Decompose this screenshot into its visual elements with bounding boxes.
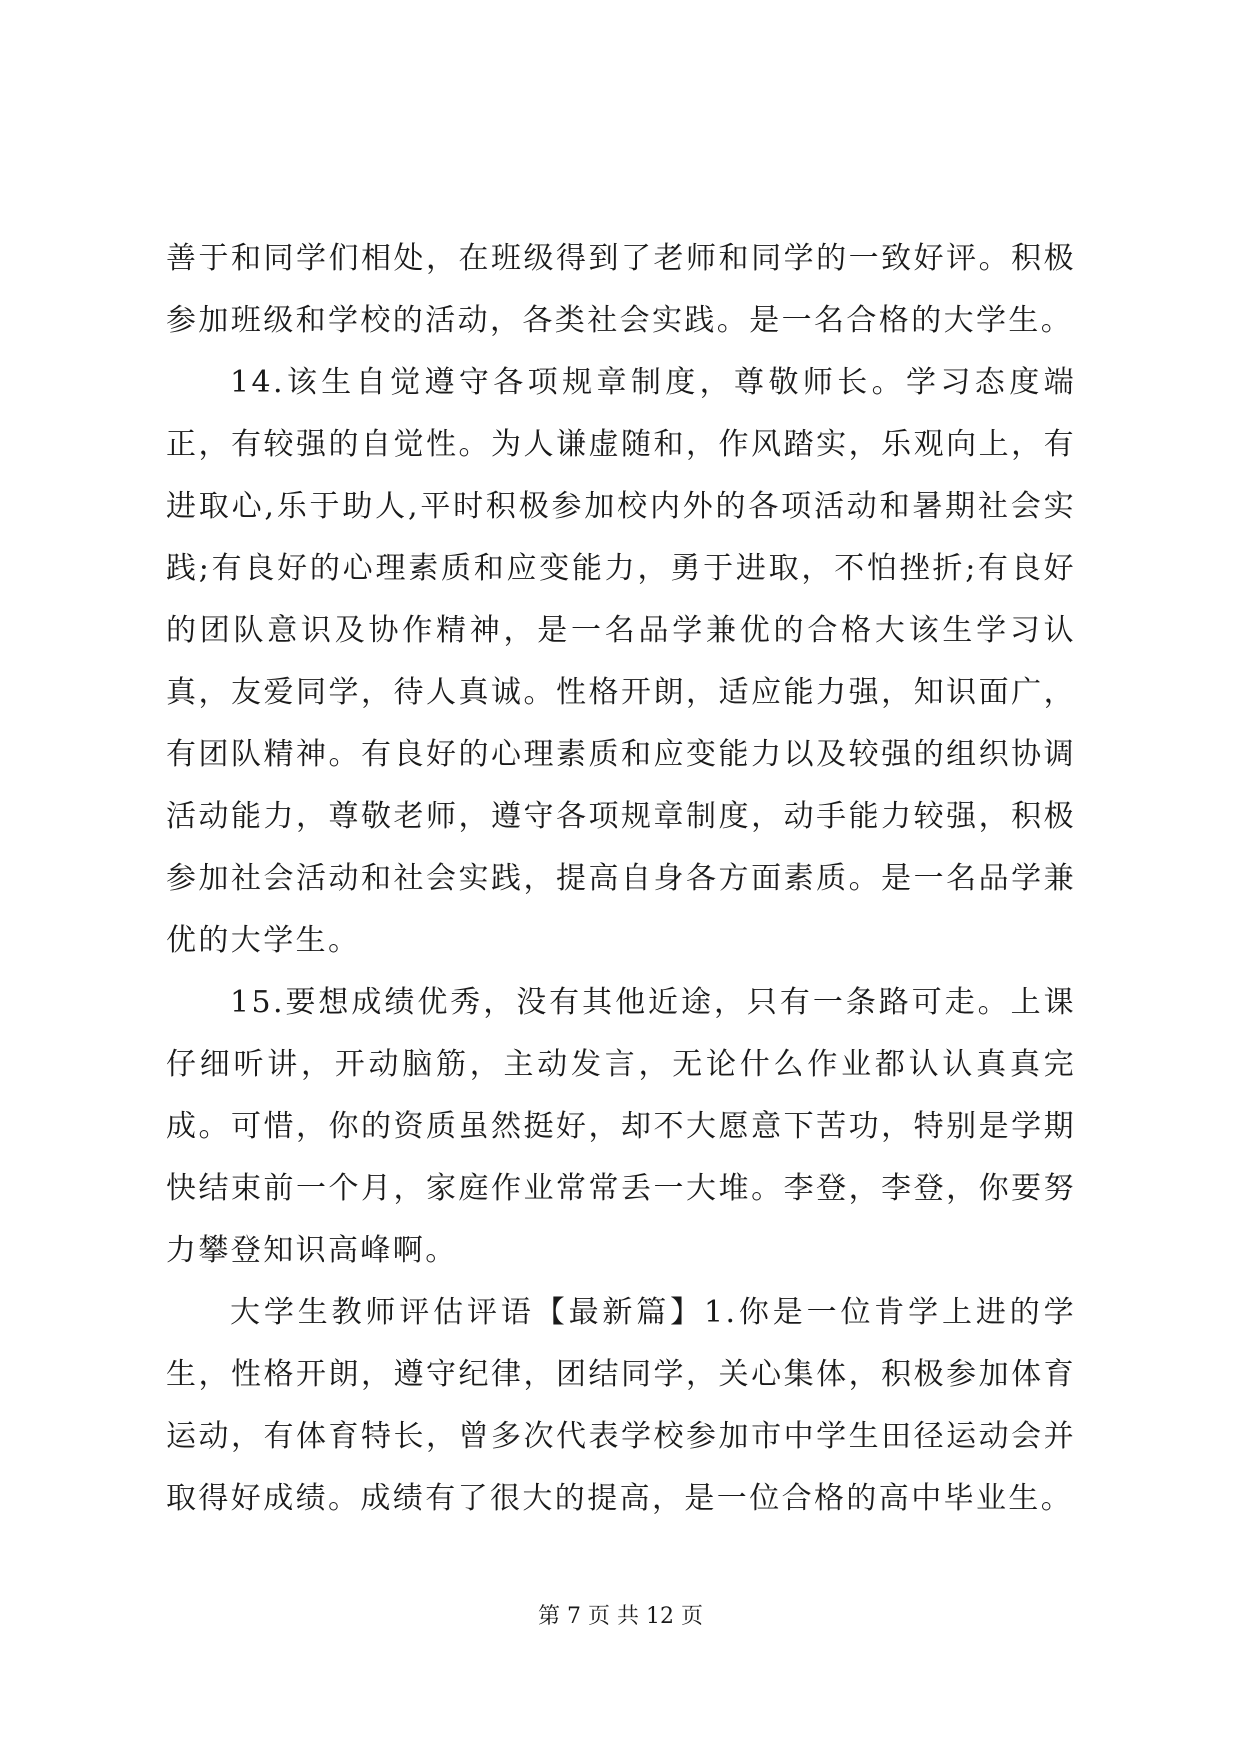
paragraph-item-15: 15.要想成绩优秀，没有其他近途，只有一条路可走。上课仔细听讲，开动脑筋，主动发言，无论什么作业都认认真真完成。可惜，你的资质虽然挺好，却不大愿意下苦功，特别是学期快结束前一个月，家庭作业常常丢一大堆。李登，李登，你要努力攀登知识高峰啊。 [166,985,1076,1268]
paragraph-continuation: 善于和同学们相处，在班级得到了老师和同学的一致好评。积极参加班级和学校的活动，各类社会实践。是一名合格的大学生。 [166,241,1076,338]
page-footer [0,1602,1241,1632]
page-number-label: 第 7 页 共 12 页 [538,1604,703,1629]
paragraph-item-14: 14.该生自觉遵守各项规章制度，尊敬师长。学习态度端正，有较强的自觉性。为人谦虚随和，作风踏实，乐观向上，有进取心,乐于助人,平时积极参加校内外的各项活动和暑期社会实践;有良好的心理素质和应变能力，勇于进取，不怕挫折;有良好的团队意识及协作精神，是一名品学兼优的合格大该生学习认真，友爱同学，待人真诚。性格开朗，适应能力强，知识面广，有团队精神。有良好的心理素质和应变能力以及较强的组织协调活动能力，尊敬老师，遵守各项规章制度，动手能力较强，积极参加社会活动和社会实践，提高自身各方面素质。是一名品学兼优的大学生。 [166,365,1076,958]
paragraph-latest-section: 大学生教师评估评语【最新篇】1.你是一位肯学上进的学生，性格开朗，遵守纪律，团结同学，关心集体，积极参加体育运动，有体育特长，曾多次代表学校参加市中学生田径运动会并取得好成绩。成绩有了很大的提高，是一位合格的高中毕业生。 [166,1295,1076,1516]
document-body [166,228,1076,1530]
